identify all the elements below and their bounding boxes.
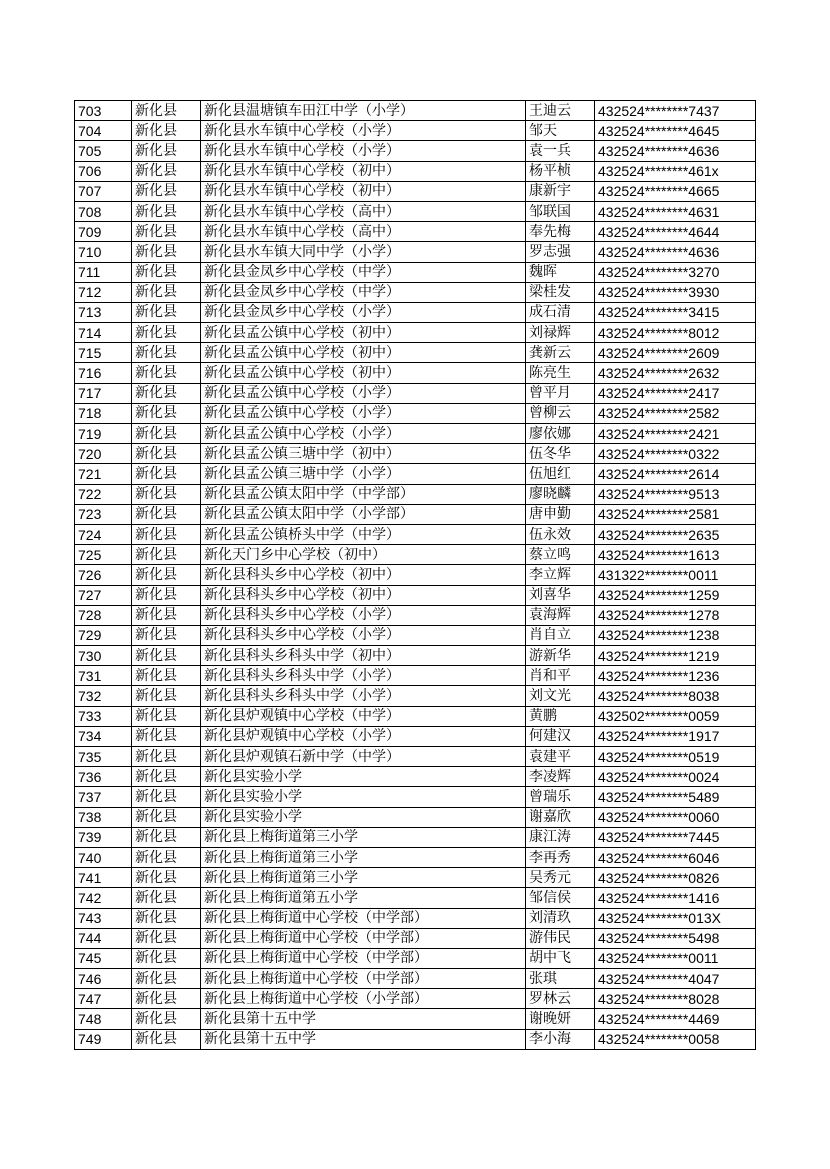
county-cell: 新化县 (132, 323, 201, 343)
school-cell: 新化县科头乡中心学校（初中） (201, 565, 526, 585)
person-name-cell: 王迪云 (526, 101, 595, 121)
row-number: 718 (75, 403, 132, 423)
id-number-cell: 432524********0060 (595, 807, 756, 827)
row-number: 738 (75, 807, 132, 827)
id-number-cell: 432524********013X (595, 908, 756, 928)
school-cell: 新化县水车镇中心学校（初中） (201, 181, 526, 201)
roster-table (74, 100, 756, 1050)
county-cell: 新化县 (132, 565, 201, 585)
row-number: 721 (75, 464, 132, 484)
person-name-cell: 邹信侯 (526, 888, 595, 908)
county-cell: 新化县 (132, 625, 201, 645)
county-cell: 新化县 (132, 424, 201, 444)
id-number-cell: 432524********8038 (595, 686, 756, 706)
school-cell: 新化县炉观镇中心学校（中学） (201, 706, 526, 726)
table-row (75, 323, 756, 343)
table-row (75, 585, 756, 605)
school-cell: 新化县上梅街道中心学校（中学部） (201, 969, 526, 989)
school-cell: 新化县科头乡科头中学（初中） (201, 646, 526, 666)
id-number-cell: 432524********5498 (595, 928, 756, 948)
row-number: 734 (75, 726, 132, 746)
row-number: 731 (75, 666, 132, 686)
person-name-cell: 廖晓麟 (526, 484, 595, 504)
table-row (75, 383, 756, 403)
person-name-cell: 袁建平 (526, 747, 595, 767)
row-number: 748 (75, 1009, 132, 1029)
school-cell: 新化县炉观镇石新中学（中学） (201, 747, 526, 767)
row-number: 737 (75, 787, 132, 807)
person-name-cell: 陈亮生 (526, 363, 595, 383)
id-number-cell: 432524********8028 (595, 989, 756, 1009)
school-cell: 新化县上梅街道中心学校（中学部） (201, 948, 526, 968)
person-name-cell: 肖和平 (526, 666, 595, 686)
county-cell: 新化县 (132, 928, 201, 948)
table-row (75, 646, 756, 666)
row-number: 706 (75, 161, 132, 181)
person-name-cell: 曾柳云 (526, 403, 595, 423)
table-row (75, 1009, 756, 1029)
school-cell: 新化县实验小学 (201, 787, 526, 807)
county-cell: 新化县 (132, 343, 201, 363)
id-number-cell: 432524********0011 (595, 948, 756, 968)
table-row (75, 908, 756, 928)
id-number-cell: 432524********4469 (595, 1009, 756, 1029)
table-row (75, 302, 756, 322)
county-cell: 新化县 (132, 242, 201, 262)
school-cell: 新化县水车镇中心学校（高中） (201, 201, 526, 221)
table-row (75, 625, 756, 645)
county-cell: 新化县 (132, 989, 201, 1009)
table-row (75, 767, 756, 787)
school-cell: 新化县孟公镇中心学校（初中） (201, 363, 526, 383)
id-number-cell: 432524********0322 (595, 444, 756, 464)
county-cell: 新化县 (132, 161, 201, 181)
id-number-cell: 432524********1238 (595, 625, 756, 645)
table-row (75, 868, 756, 888)
table-row (75, 101, 756, 121)
county-cell: 新化县 (132, 686, 201, 706)
row-number: 741 (75, 868, 132, 888)
id-number-cell: 431322********0011 (595, 565, 756, 585)
person-name-cell: 曾瑞乐 (526, 787, 595, 807)
table-row (75, 686, 756, 706)
table-row (75, 343, 756, 363)
table-row (75, 181, 756, 201)
school-cell: 新化县上梅街道中心学校（中学部） (201, 908, 526, 928)
county-cell: 新化县 (132, 524, 201, 544)
row-number: 713 (75, 302, 132, 322)
row-number: 712 (75, 282, 132, 302)
county-cell: 新化县 (132, 605, 201, 625)
id-number-cell: 432524********2582 (595, 403, 756, 423)
table-row (75, 807, 756, 827)
row-number: 733 (75, 706, 132, 726)
person-name-cell: 魏晖 (526, 262, 595, 282)
county-cell: 新化县 (132, 706, 201, 726)
person-name-cell: 康新宇 (526, 181, 595, 201)
id-number-cell: 432524********0519 (595, 747, 756, 767)
id-number-cell: 432524********5489 (595, 787, 756, 807)
school-cell: 新化县上梅街道第三小学 (201, 847, 526, 867)
table-row (75, 948, 756, 968)
id-number-cell: 432524********1219 (595, 646, 756, 666)
row-number: 709 (75, 222, 132, 242)
school-cell: 新化县实验小学 (201, 767, 526, 787)
id-number-cell: 432524********3270 (595, 262, 756, 282)
person-name-cell: 何建汉 (526, 726, 595, 746)
row-number: 707 (75, 181, 132, 201)
school-cell: 新化县科头乡中心学校（小学） (201, 625, 526, 645)
school-cell: 新化县水车镇中心学校（小学） (201, 121, 526, 141)
id-number-cell: 432524********4636 (595, 141, 756, 161)
row-number: 746 (75, 969, 132, 989)
id-number-cell: 432524********2609 (595, 343, 756, 363)
county-cell: 新化县 (132, 262, 201, 282)
row-number: 725 (75, 545, 132, 565)
id-number-cell: 432524********6046 (595, 847, 756, 867)
table-row (75, 403, 756, 423)
row-number: 714 (75, 323, 132, 343)
school-cell: 新化县金凤乡中心学校（中学） (201, 262, 526, 282)
person-name-cell: 成石清 (526, 302, 595, 322)
person-name-cell: 吴秀元 (526, 868, 595, 888)
person-name-cell: 张琪 (526, 969, 595, 989)
table-row (75, 141, 756, 161)
table-row (75, 726, 756, 746)
person-name-cell: 梁桂发 (526, 282, 595, 302)
table-row (75, 847, 756, 867)
school-cell: 新化县第十五中学 (201, 1009, 526, 1029)
id-number-cell: 432524********1613 (595, 545, 756, 565)
person-name-cell: 唐申勤 (526, 504, 595, 524)
county-cell: 新化县 (132, 807, 201, 827)
school-cell: 新化县炉观镇中心学校（小学） (201, 726, 526, 746)
id-number-cell: 432524********2421 (595, 424, 756, 444)
row-number: 703 (75, 101, 132, 121)
row-number: 719 (75, 424, 132, 444)
id-number-cell: 432524********4636 (595, 242, 756, 262)
county-cell: 新化县 (132, 646, 201, 666)
school-cell: 新化县科头乡科头中学（小学） (201, 666, 526, 686)
county-cell: 新化县 (132, 827, 201, 847)
school-cell: 新化县上梅街道中心学校（小学部） (201, 989, 526, 1009)
id-number-cell: 432524********1416 (595, 888, 756, 908)
table-row (75, 565, 756, 585)
table-row (75, 1029, 756, 1049)
table-row (75, 444, 756, 464)
school-cell: 新化县孟公镇桥头中学（中学） (201, 524, 526, 544)
row-number: 724 (75, 524, 132, 544)
county-cell: 新化县 (132, 969, 201, 989)
table-row (75, 545, 756, 565)
row-number: 728 (75, 605, 132, 625)
person-name-cell: 谢晚妍 (526, 1009, 595, 1029)
id-number-cell: 432524********0826 (595, 868, 756, 888)
person-name-cell: 曾平月 (526, 383, 595, 403)
school-cell: 新化县上梅街道第三小学 (201, 827, 526, 847)
person-name-cell: 龚新云 (526, 343, 595, 363)
person-name-cell: 奉先梅 (526, 222, 595, 242)
row-number: 716 (75, 363, 132, 383)
person-name-cell: 康江涛 (526, 827, 595, 847)
county-cell: 新化县 (132, 484, 201, 504)
school-cell: 新化县科头乡中心学校（初中） (201, 585, 526, 605)
person-name-cell: 谢嘉欣 (526, 807, 595, 827)
table-row (75, 262, 756, 282)
person-name-cell: 伍冬华 (526, 444, 595, 464)
table-row (75, 484, 756, 504)
table-row (75, 222, 756, 242)
person-name-cell: 蔡立鸣 (526, 545, 595, 565)
id-number-cell: 432524********3930 (595, 282, 756, 302)
county-cell: 新化县 (132, 726, 201, 746)
roster-body (75, 101, 756, 1050)
row-number: 705 (75, 141, 132, 161)
school-cell: 新化县上梅街道第三小学 (201, 868, 526, 888)
person-name-cell: 刘禄辉 (526, 323, 595, 343)
id-number-cell: 432524********1278 (595, 605, 756, 625)
table-row (75, 121, 756, 141)
table-row (75, 282, 756, 302)
row-number: 732 (75, 686, 132, 706)
table-row (75, 989, 756, 1009)
row-number: 740 (75, 847, 132, 867)
id-number-cell: 432524********2581 (595, 504, 756, 524)
school-cell: 新化县孟公镇中心学校（小学） (201, 424, 526, 444)
county-cell: 新化县 (132, 868, 201, 888)
county-cell: 新化县 (132, 141, 201, 161)
table-row (75, 242, 756, 262)
county-cell: 新化县 (132, 282, 201, 302)
person-name-cell: 邹联国 (526, 201, 595, 221)
row-number: 747 (75, 989, 132, 1009)
school-cell: 新化县水车镇中心学校（高中） (201, 222, 526, 242)
school-cell: 新化县科头乡中心学校（小学） (201, 605, 526, 625)
table-row (75, 928, 756, 948)
person-name-cell: 伍永效 (526, 524, 595, 544)
id-number-cell: 432524********3415 (595, 302, 756, 322)
person-name-cell: 邹天 (526, 121, 595, 141)
county-cell: 新化县 (132, 101, 201, 121)
row-number: 727 (75, 585, 132, 605)
county-cell: 新化县 (132, 444, 201, 464)
school-cell: 新化县金凤乡中心学校（小学） (201, 302, 526, 322)
school-cell: 新化县孟公镇中心学校（小学） (201, 383, 526, 403)
row-number: 720 (75, 444, 132, 464)
table-row (75, 161, 756, 181)
school-cell: 新化天门乡中心学校（初中） (201, 545, 526, 565)
id-number-cell: 432502********0059 (595, 706, 756, 726)
table-row (75, 888, 756, 908)
id-number-cell: 432524********2635 (595, 524, 756, 544)
county-cell: 新化县 (132, 121, 201, 141)
id-number-cell: 432524********7437 (595, 101, 756, 121)
row-number: 711 (75, 262, 132, 282)
id-number-cell: 432524********4047 (595, 969, 756, 989)
person-name-cell: 伍旭红 (526, 464, 595, 484)
person-name-cell: 游伟民 (526, 928, 595, 948)
county-cell: 新化县 (132, 1009, 201, 1029)
row-number: 739 (75, 827, 132, 847)
id-number-cell: 432524********4631 (595, 201, 756, 221)
school-cell: 新化县温塘镇车田江中学（小学） (201, 101, 526, 121)
county-cell: 新化县 (132, 545, 201, 565)
id-number-cell: 432524********2632 (595, 363, 756, 383)
county-cell: 新化县 (132, 948, 201, 968)
county-cell: 新化县 (132, 847, 201, 867)
row-number: 708 (75, 201, 132, 221)
id-number-cell: 432524********1259 (595, 585, 756, 605)
county-cell: 新化县 (132, 383, 201, 403)
person-name-cell: 刘文光 (526, 686, 595, 706)
county-cell: 新化县 (132, 747, 201, 767)
row-number: 717 (75, 383, 132, 403)
school-cell: 新化县孟公镇太阳中学（小学部） (201, 504, 526, 524)
id-number-cell: 432524********461x (595, 161, 756, 181)
county-cell: 新化县 (132, 767, 201, 787)
id-number-cell: 432524********4645 (595, 121, 756, 141)
county-cell: 新化县 (132, 888, 201, 908)
row-number: 744 (75, 928, 132, 948)
county-cell: 新化县 (132, 464, 201, 484)
person-name-cell: 刘清玖 (526, 908, 595, 928)
county-cell: 新化县 (132, 201, 201, 221)
person-name-cell: 袁一兵 (526, 141, 595, 161)
id-number-cell: 432524********9513 (595, 484, 756, 504)
person-name-cell: 胡中飞 (526, 948, 595, 968)
school-cell: 新化县实验小学 (201, 807, 526, 827)
table-row (75, 827, 756, 847)
school-cell: 新化县上梅街道中心学校（中学部） (201, 928, 526, 948)
person-name-cell: 李凌辉 (526, 767, 595, 787)
row-number: 735 (75, 747, 132, 767)
row-number: 704 (75, 121, 132, 141)
id-number-cell: 432524********1917 (595, 726, 756, 746)
person-name-cell: 罗林云 (526, 989, 595, 1009)
table-row (75, 666, 756, 686)
county-cell: 新化县 (132, 787, 201, 807)
county-cell: 新化县 (132, 585, 201, 605)
person-name-cell: 袁海辉 (526, 605, 595, 625)
row-number: 736 (75, 767, 132, 787)
row-number: 726 (75, 565, 132, 585)
person-name-cell: 李立辉 (526, 565, 595, 585)
id-number-cell: 432524********4644 (595, 222, 756, 242)
table-row (75, 201, 756, 221)
row-number: 722 (75, 484, 132, 504)
person-name-cell: 黄鹏 (526, 706, 595, 726)
table-row (75, 706, 756, 726)
table-row (75, 363, 756, 383)
school-cell: 新化县孟公镇三塘中学（初中） (201, 444, 526, 464)
row-number: 742 (75, 888, 132, 908)
county-cell: 新化县 (132, 222, 201, 242)
id-number-cell: 432524********2417 (595, 383, 756, 403)
school-cell: 新化县孟公镇三塘中学（小学） (201, 464, 526, 484)
row-number: 729 (75, 625, 132, 645)
person-name-cell: 李再秀 (526, 847, 595, 867)
row-number: 715 (75, 343, 132, 363)
id-number-cell: 432524********1236 (595, 666, 756, 686)
county-cell: 新化县 (132, 908, 201, 928)
table-row (75, 787, 756, 807)
county-cell: 新化县 (132, 403, 201, 423)
table-row (75, 969, 756, 989)
school-cell: 新化县孟公镇中心学校（初中） (201, 343, 526, 363)
county-cell: 新化县 (132, 302, 201, 322)
row-number: 710 (75, 242, 132, 262)
table-row (75, 424, 756, 444)
id-number-cell: 432524********2614 (595, 464, 756, 484)
table-row (75, 747, 756, 767)
table-row (75, 605, 756, 625)
row-number: 749 (75, 1029, 132, 1049)
school-cell: 新化县第十五中学 (201, 1029, 526, 1049)
county-cell: 新化县 (132, 181, 201, 201)
row-number: 730 (75, 646, 132, 666)
person-name-cell: 游新华 (526, 646, 595, 666)
table-row (75, 464, 756, 484)
row-number: 745 (75, 948, 132, 968)
school-cell: 新化县水车镇中心学校（初中） (201, 161, 526, 181)
table-row (75, 524, 756, 544)
county-cell: 新化县 (132, 363, 201, 383)
school-cell: 新化县水车镇大同中学（小学） (201, 242, 526, 262)
person-name-cell: 罗志强 (526, 242, 595, 262)
id-number-cell: 432524********0024 (595, 767, 756, 787)
school-cell: 新化县金凤乡中心学校（中学） (201, 282, 526, 302)
id-number-cell: 432524********8012 (595, 323, 756, 343)
school-cell: 新化县水车镇中心学校（小学） (201, 141, 526, 161)
row-number: 723 (75, 504, 132, 524)
person-name-cell: 杨平桢 (526, 161, 595, 181)
id-number-cell: 432524********4665 (595, 181, 756, 201)
school-cell: 新化县上梅街道第五小学 (201, 888, 526, 908)
table-row (75, 504, 756, 524)
person-name-cell: 廖依娜 (526, 424, 595, 444)
school-cell: 新化县孟公镇太阳中学（中学部） (201, 484, 526, 504)
county-cell: 新化县 (132, 504, 201, 524)
id-number-cell: 432524********7445 (595, 827, 756, 847)
school-cell: 新化县孟公镇中心学校（小学） (201, 403, 526, 423)
row-number: 743 (75, 908, 132, 928)
person-name-cell: 李小海 (526, 1029, 595, 1049)
school-cell: 新化县科头乡科头中学（小学） (201, 686, 526, 706)
id-number-cell: 432524********0058 (595, 1029, 756, 1049)
school-cell: 新化县孟公镇中心学校（初中） (201, 323, 526, 343)
person-name-cell: 刘喜华 (526, 585, 595, 605)
person-name-cell: 肖自立 (526, 625, 595, 645)
county-cell: 新化县 (132, 666, 201, 686)
county-cell: 新化县 (132, 1029, 201, 1049)
